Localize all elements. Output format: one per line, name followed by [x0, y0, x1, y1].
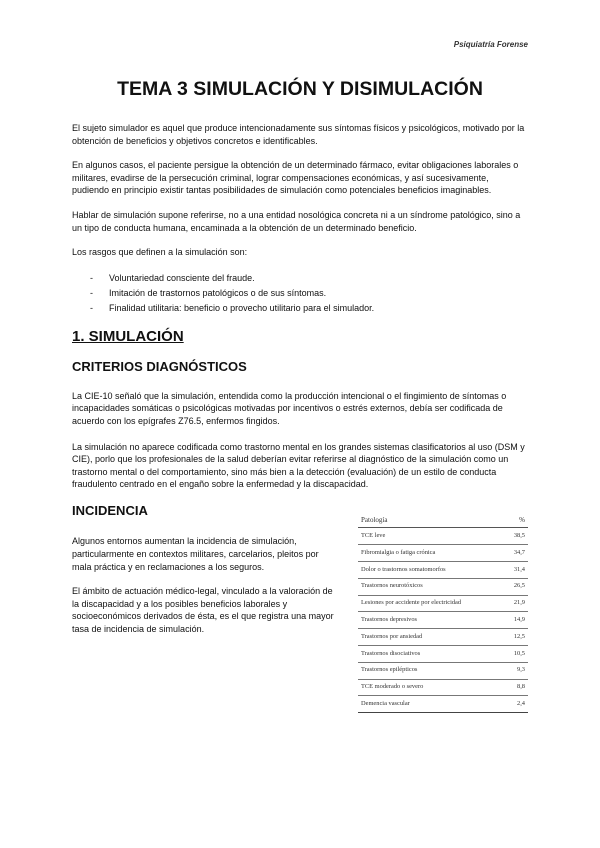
table-cell-pathology: Trastornos epilépticos — [358, 662, 492, 679]
intro-paragraph-2: En algunos casos, el paciente persigue la obtención de un determinado fármaco, evitar obligaciones laborales o militares, evadirse de la persecución criminal, lograr compensaciones económicas, y así sucesivamente, pudiendo en principio existir tantas posibilidades de simulación como potenciales beneficios imaginables. — [72, 160, 519, 196]
incidence-section — [72, 502, 528, 713]
table-cell-percent: 2,4 — [492, 696, 528, 713]
incidence-text — [72, 502, 334, 713]
table-row — [358, 612, 528, 629]
intro-paragraph-1: El sujeto simulador es aquel que produce intencionadamente sus síntomas físicos y psicológicos, motivado por la obtención de beneficios y objetivos concretos e identificables. — [72, 123, 525, 146]
table-row — [358, 578, 528, 595]
table-row — [358, 662, 528, 679]
table-row — [358, 696, 528, 713]
incidence-table — [358, 513, 528, 713]
trait-text: Imitación de trastornos patológicos o de sus síntomas. — [109, 287, 327, 298]
table-cell-pathology: Trastornos por ansiedad — [358, 629, 492, 646]
table-row — [358, 595, 528, 612]
list-item: - Voluntariedad consciente del fraude. — [90, 272, 255, 283]
table-cell-percent: 14,9 — [492, 612, 528, 629]
table-header-percent: % — [492, 513, 528, 528]
table-row — [358, 645, 528, 662]
intro-paragraph-3: Hablar de simulación supone referirse, no a una entidad nosológica concreta ni a un síndrome patológico, sino a un tipo de conducta humana, encaminada a la obtención de un determinado beneficio. — [72, 209, 521, 233]
criteria-paragraph-2: La simulación no aparece codificada como trastorno mental en los grandes sistemas clasificatorios al uso (DSM y CIE), porlo que los profesionales de la salud deberían evitar referirse al diagnóstico de la simulación como un trastorno mental o del comportamiento, sino más bien a la detección (evaluación) de un estilo de conducta fraudulento centrado en el engaño sobre la enfermedad y la discapacidad. — [72, 441, 525, 490]
table-cell-pathology: Dolor o trastornos somatomorfos — [358, 562, 492, 579]
section-heading-simulacion: 1. SIMULACIÓN — [72, 327, 184, 345]
table-row — [358, 545, 528, 562]
table-cell-percent: 9,3 — [492, 662, 528, 679]
trait-text: Voluntariedad consciente del fraude. — [109, 272, 255, 283]
table-cell-pathology: TCE moderado o severo — [358, 679, 492, 696]
table-row — [358, 528, 528, 545]
table-header-pathology: Patología — [358, 513, 492, 528]
table-cell-pathology: Fibromialgia o fatiga crónica — [358, 545, 492, 562]
course-header: Psiquiatría Forense — [453, 40, 528, 49]
table-row — [358, 562, 528, 579]
table-cell-pathology: TCE leve — [358, 528, 492, 545]
table-cell-percent: 21,9 — [492, 595, 528, 612]
table-cell-percent: 8,8 — [492, 679, 528, 696]
table-cell-percent: 31,4 — [492, 562, 528, 579]
table-cell-percent: 26,5 — [492, 578, 528, 595]
incidence-heading: INCIDENCIA — [72, 502, 148, 518]
table-row — [358, 629, 528, 646]
table-cell-percent: 34,7 — [492, 545, 528, 562]
incidence-table-image — [358, 513, 528, 713]
table-cell-pathology: Trastornos neurotóxicos — [358, 578, 492, 595]
intro-paragraph-4: Los rasgos que definen a la simulación son: — [72, 247, 248, 258]
table-cell-percent: 38,5 — [492, 528, 528, 545]
traits-list — [72, 272, 528, 315]
list-item: - Imitación de trastornos patológicos o de sus síntomas. — [90, 287, 327, 298]
table-cell-pathology: Lesiones por accidente por electricidad — [358, 595, 492, 612]
document-body — [72, 122, 528, 713]
table-row — [358, 679, 528, 696]
trait-text: Finalidad utilitaria: beneficio o provecho utilitario para el simulador. — [109, 302, 375, 313]
table-cell-pathology: Trastornos depresivos — [358, 612, 492, 629]
page-title: TEMA 3 SIMULACIÓN Y DISIMULACIÓN — [117, 78, 483, 100]
criteria-heading: CRITERIOS DIAGNÓSTICOS — [72, 359, 247, 375]
table-cell-percent: 10,5 — [492, 645, 528, 662]
table-cell-pathology: Trastornos disociativos — [358, 645, 492, 662]
criteria-paragraph-1: La CIE-10 señaló que la simulación, entendida como la producción intencional o el fingimiento de síntomas o incapacidades somáticas o psicológicas motivadas por incentivos o estrés externos, debía ser codificada de acuerdo con los epígrafes Z76.5, enfermos fingidos. — [72, 390, 507, 426]
list-item: - Finalidad utilitaria: beneficio o provecho utilitario para el simulador. — [90, 302, 375, 313]
incidence-paragraph-1: Algunos entornos aumentan la incidencia de simulación, particularmente en contextos militares, carcelarios, pleitos por mala práctica y en reclamaciones a los seguros. — [72, 536, 319, 572]
incidence-paragraph-2: El ámbito de actuación médico-legal, vinculado a la valoración de la discapacidad y a los posibles beneficios laborales y socioeconómicos derivados de ésta, es el que registra una mayor tasa de incidencia de simulación. — [72, 586, 334, 635]
table-cell-percent: 12,5 — [492, 629, 528, 646]
table-body — [358, 528, 528, 713]
table-cell-pathology: Demencia vascular — [358, 696, 492, 713]
